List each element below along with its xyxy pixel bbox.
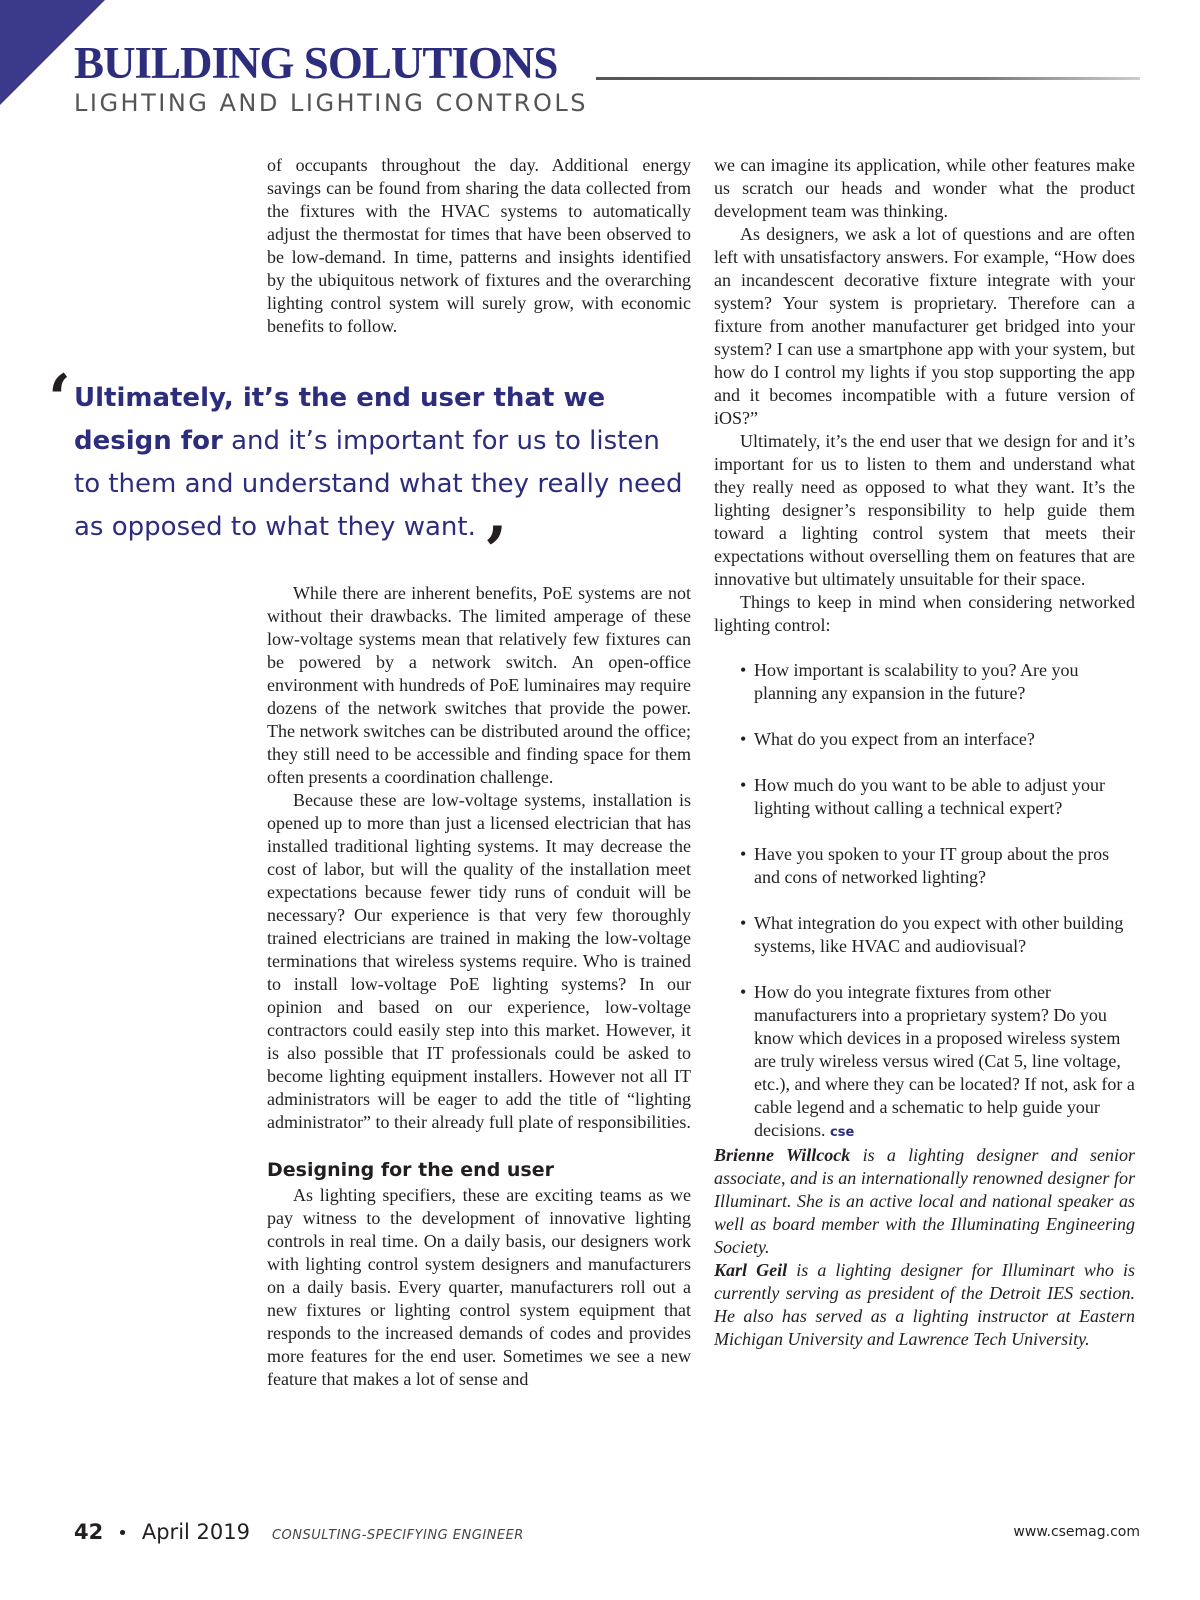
list-item-text: How do you integrate fixtures from other manufacturers into a proprietary system? Do you know which devices in a proposed wireless system are truly wireless versus wired (Cat 5, line voltage, etc.), and where they can be located? If not, ask for a cable legend and a schematic to help guide your decisions. [754,982,1135,1140]
paragraph: we can imagine its application, while other features make us scratch our heads and wonder what the product development team was thinking. [714,155,1135,221]
website-url: www.csemag.com [1013,1524,1140,1540]
section-subtitle: LIGHTING AND LIGHTING CONTROLS [74,89,588,117]
list-item: • What integration do you expect with other building systems, like HVAC and audiovisual? [740,912,1135,958]
list-item [740,981,1135,1144]
publication-name: CONSULTING-SPECIFYING ENGINEER [271,1528,524,1543]
left-column-main [267,582,691,1391]
open-quote-icon: ‘ [48,360,71,438]
page-footer [74,1520,1140,1550]
paragraph: Ultimately, it’s the end user that we design for and it’s important for us to listen to them and understand what they really need as opposed to what they want. It’s the lighting designer’s responsibility to help guide them toward a lighting control system that meets their expectations without overselling them on features that are innovative but ultimately unsuitable for their space. [714,431,1135,589]
author-bio-text: is a lighting designer for Illuminart who is currently serving as president of the Detroit IES section. He also has served as a lighting instructor at Eastern Michigan University and Lawrence Tech University. [714,1260,1135,1349]
paragraph: As designers, we ask a lot of questions and are often left with unsatisfactory answers. For example, “How does an incandescent decorative fixture integrate with your system? Your system is proprietary. Therefore can a fixture from another manufacturer get bridged into your system? I can use a smartphone app with your system, but how do I control my lights if you stop supporting the app and it becomes incompatible with a future version of iOS?” [714,224,1135,428]
author-bio-text: is a lighting designer and senior associate, and is an internationally renowned designer for Illuminart. She is an active local and national speaker as well as board member with the Illuminating Engineering Society. [714,1145,1135,1257]
list-item: • Have you spoken to your IT group about the pros and cons of networked lighting? [740,843,1135,889]
cse-end-mark: cse [830,1125,855,1140]
issue-date: April 2019 [141,1520,250,1544]
pull-quote-rest: and it’s important for us to listen to them and understand what they really need as opposed to what they want. [74,426,683,542]
header-rule [596,77,1140,80]
author-name: Karl Geil [714,1260,788,1280]
left-column-top [267,154,691,338]
section-title: BUILDING SOLUTIONS [74,38,558,88]
subheading: Designing for the end user [267,1159,554,1181]
paragraph: While there are inherent benefits, PoE systems are not without their drawbacks. The limited amperage of these low-voltage systems mean that relatively few fixtures can be powered by a network switch. An open-office environment with hundreds of PoE luminaires may require dozens of the network switches that provide the power. The network switches can be distributed around the office; they still need to be accessible and finding space for them often presents a coordination challenge. [267,583,691,787]
author-bio [714,1144,1135,1259]
close-quote-icon: ’ [484,512,507,590]
author-name: Brienne Willcock [714,1145,851,1165]
list-item: • What do you expect from an interface? [740,728,1135,751]
checklist [714,659,1135,1144]
pull-quote [74,377,694,549]
paragraph: Because these are low-voltage systems, installation is opened up to more than just a licensed electrician that has installed traditional lighting systems. It may decrease the cost of labor, but will the quality of the installation meet expectations because fewer tidy runs of conduit will be necessary? Our experience is that very few thoroughly trained electricians are trained in making the low-voltage terminations that wireless systems require. Who is trained to install low-voltage PoE lighting systems? In our opinion and based on our experience, low-voltage contractors could easily step into this market. However, it is also possible that IT professionals could be asked to become lighting equipment installers. However not all IT administrators will be eager to add the title of “lighting administrator” to their already full plate of responsibilities. [267,790,691,1132]
pull-quote-bold: Ultimately, it’s the end user that we design for [74,383,606,456]
page-header [74,40,1140,117]
list-item: • How important is scalability to you? Are you planning any expansion in the future? [740,659,1135,705]
right-column [714,154,1135,1351]
footer-separator: • [117,1523,128,1544]
paragraph: of occupants throughout the day. Additional energy savings can be found from sharing the data collected from the fixtures with the HVAC systems to automatically adjust the thermostat for times that have been observed to be low-demand. In time, patterns and insights identified by the ubiquitous network of fixtures and the overarching lighting control system will surely grow, with economic benefits to follow. [267,155,691,336]
paragraph: As lighting specifiers, these are exciting teams as we pay witness to the development of innovative lighting controls in real time. On a daily basis, our designers work with lighting control system designers and manufacturers on a daily basis. Every quarter, manufacturers roll out a new fixtures or lighting control system equipment that responds to the increased demands of codes and provides more features for the end user. Sometimes we see a new feature that makes a lot of sense and [267,1185,691,1389]
page-number: 42 [74,1520,104,1544]
paragraph: Things to keep in mind when considering networked lighting control: [714,592,1135,635]
list-item: • How much do you want to be able to adjust your lighting without calling a technical expert? [740,774,1135,820]
author-bio [714,1259,1135,1351]
